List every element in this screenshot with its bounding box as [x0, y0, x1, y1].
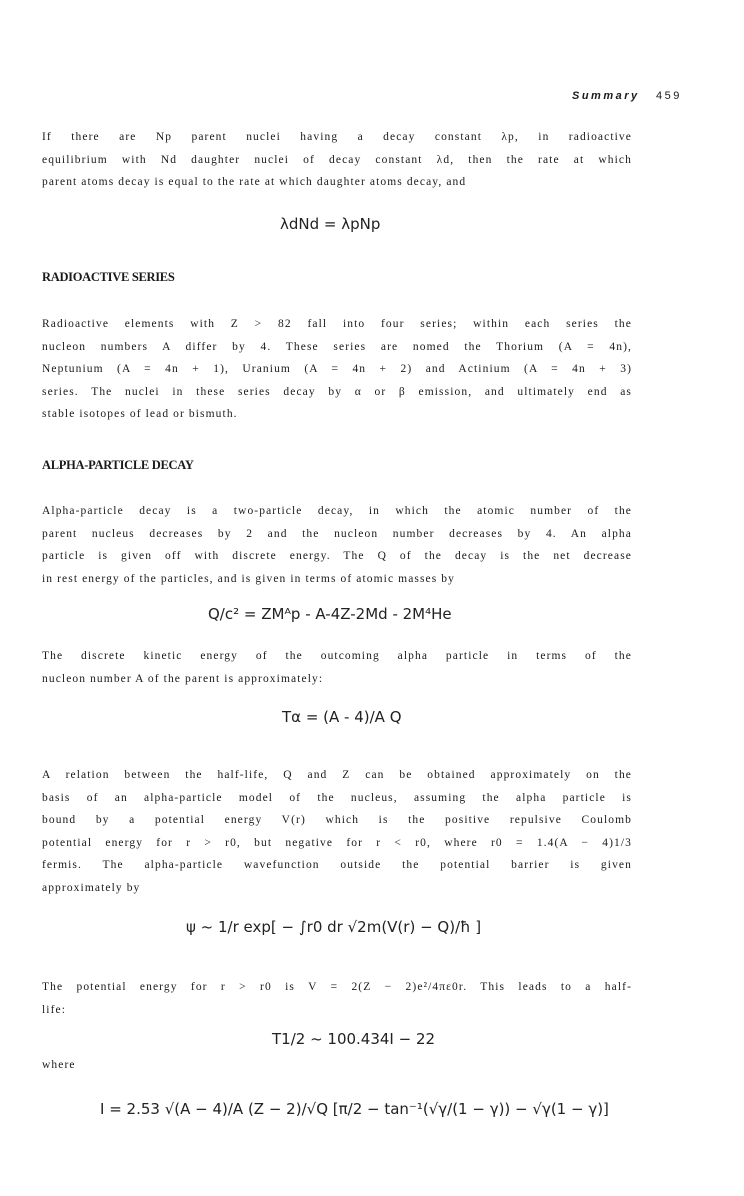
equation-half-life: T1/2 ~ 100.434I − 22: [272, 1030, 436, 1048]
paragraph-potential-energy: [42, 976, 632, 1021]
paragraph-kinetic-energy: [42, 645, 632, 690]
running-title: Summary: [572, 90, 640, 102]
paragraph-where: [42, 1054, 632, 1077]
text-line: basis of an alpha-particle model of the nucleus, assuming the alpha particle is: [42, 791, 632, 804]
section-heading-alpha-particle-decay: ALPHA-PARTICLE DECAY: [42, 458, 194, 472]
text-line: parent atoms decay is equal to the rate at which daughter atoms decay, and: [42, 176, 467, 188]
text-line: stable isotopes of lead or bismuth.: [42, 408, 238, 420]
text-line: Radioactive elements with Z > 82 fall into four series; within each series the: [42, 318, 632, 330]
text-line: equilibrium with Nd daughter nuclei of decay constant λd, then the rate at which: [42, 153, 632, 166]
equation-equilibrium: λdNd = λpNp: [280, 215, 381, 233]
text-line: parent nucleus decreases by 2 and the nucleon number decreases by 4. An alpha: [42, 527, 632, 540]
text-line: potential energy for r > r0, but negative for r < r0, where r0 = 1.4(A − 4)1/3: [42, 836, 632, 849]
text-line: Alpha-particle decay is a two-particle decay, in which the atomic number of the: [42, 505, 632, 517]
text-line: where: [42, 1059, 76, 1071]
equation-q-value: Q/c² = ZMᴬp - A-4Z-2Md - 2M⁴He: [208, 605, 452, 623]
text-line: A relation between the half-life, Q and Z can be obtained approximately on the: [42, 769, 632, 781]
text-line: series. The nuclei in these series decay by α or β emission, and ultimately end as: [42, 385, 632, 398]
text-line: life:: [42, 1003, 67, 1016]
text-line: The potential energy for r > r0 is V = 2(Z − 2)e²/4πε0r. This leads to a half-: [42, 981, 632, 993]
equation-i-factor: I = 2.53 √(A − 4)/A (Z − 2)/√Q [π/2 − tan⁻¹(√γ/(1 − γ)) − √γ(1 − γ)]: [100, 1100, 609, 1118]
paragraph-half-life-relation: [42, 764, 632, 899]
paragraph-equilibrium: [42, 126, 632, 194]
paragraph-radioactive-series: [42, 313, 632, 426]
paragraph-alpha-decay: [42, 500, 632, 590]
text-line: The discrete kinetic energy of the outcoming alpha particle in terms of the: [42, 650, 632, 662]
text-line: in rest energy of the particles, and is given in terms of atomic masses by: [42, 572, 456, 585]
text-line: nucleon numbers A differ by 4. These series are nomed the Thorium (A = 4n),: [42, 340, 632, 353]
equation-kinetic-energy: Tα = (A - 4)/A Q: [282, 708, 402, 726]
page-number: 459: [656, 90, 682, 102]
text-line: particle is given off with discrete energy. The Q of the decay is the net decrease: [42, 550, 632, 562]
text-line: fermis. The alpha-particle wavefunction outside the potential barrier is given: [42, 859, 632, 871]
equation-wavefunction: ψ ~ 1/r exp[ − ∫r0 dr √2m(V(r) − Q)/ħ ]: [186, 918, 482, 936]
text-line: If there are Np parent nuclei having a decay constant λp, in radioactive: [42, 131, 632, 143]
text-line: Neptunium (A = 4n + 1), Uranium (A = 4n + 2) and Actinium (A = 4n + 3): [42, 363, 632, 375]
text-line: bound by a potential energy V(r) which is the positive repulsive Coulomb: [42, 814, 632, 826]
section-heading-radioactive-series: RADIOACTIVE SERIES: [42, 270, 175, 284]
text-line: approximately by: [42, 881, 141, 894]
text-line: nucleon number A of the parent is approximately:: [42, 672, 324, 685]
